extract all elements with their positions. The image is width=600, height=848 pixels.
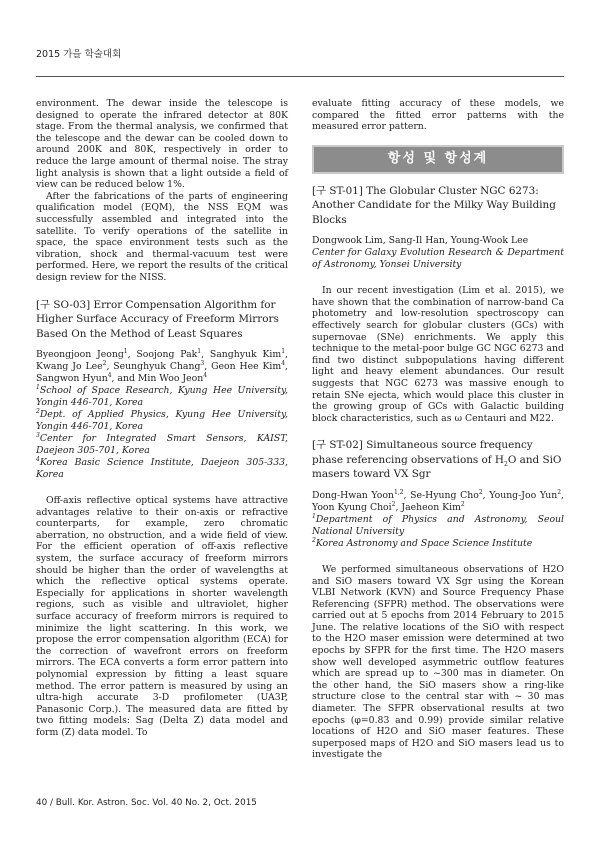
right-paragraph-1: evaluate fitting accuracy of these models, we compared the fitted error patterns with the measured error pattern. (312, 98, 564, 133)
running-header: 2015 가을 학술대회 (36, 49, 122, 60)
abstract-body-st02: We performed simultaneous observations of H2O and SiO masers toward VX Sgr using the Korean VLBI Network (KVN) and Source Frequency Phase Referencing (SFPR) method. The observations were carried out at 5 epochs from 2014 February to 2015 June. The relative locations of the SiO with respect to the H2O maser emission were determined at two epochs by SFPR for the first time. The H2O masers show well developed asymmetric outflow features which are spread up to ~300 mas in diameter. On the other hand, the SiO masers show a ring-like structure close to the central star with ~ 30 mas diameter. The SFPR observational results at two epochs (φ=0.83 and 0.99) provide similar relative locations of H2O and SiO maser features. These superposed maps of H2O and SiO masers lead us to investigate the (312, 563, 564, 761)
header-rule (36, 76, 564, 77)
abstract-authors-so03: Byeongjoon Jeong$^1$, Soojong Pak$^1$, Sanghyuk Kim$^1$, Kwang Jo Lee$^2$, Seunghyuk Chang$^3$, Geon Hee Kim$^4$, Sangwon Hyun$^4$, and Min Woo Jeon$^4$ (36, 347, 288, 384)
affiliation-1: $^1$School of Space Research, Kyung Hee University, Yongin 446-701, Korea (36, 383, 288, 408)
abstract-body-st01: In our recent investigation (Lim et al. 2015), we have shown that the combination of narrow-band Ca photometry and low-resolution spectroscopy can effectively search for globular clusters (GCs) with supernovae (SNe) enrichments. We apply this technique to the metal-poor bulge GC NGC 6273 and find two distinct subpopulations having different light and heavy element abundances. Our result suggests that NGC 6273 was massive enough to retain SNe ejecta, which would place this cluster in the growing group of GCs with Galactic building block characteristics, such as ω Centauri and M22. (312, 285, 564, 424)
abstract-title-so03: [구 SO-03] Error Compensation Algorithm for Higher Surface Accuracy of Freeform Mirrors Based On the Method of Least Squares (36, 298, 279, 340)
affiliation-2: $^2$Dept. of Applied Physics, Kyung Hee University, Yongin 446-701, Korea (36, 407, 288, 432)
left-paragraph-1: environment. The dewar inside the telescope is designed to operate the infrared detector at 80K stage. From the thermal analysis, we confirmed that the telescope and the dewar can be cooled down to around 200K and 80K, respectively in order to reduce the large amount of thermal noise. The stray light analysis is shown that a light outside a field of view can be reduced below 1%. (36, 98, 288, 191)
affiliation-3: $^3$Center for Integrated Smart Sensors, KAIST, Daejeon 305-701, Korea (36, 431, 288, 456)
abstract-title-st01: [구 ST-01] The Globular Cluster NGC 6273: Another Candidate for the Milky Way Building Blocks (312, 184, 556, 226)
section-banner: 항성 및 항성계 (312, 145, 564, 174)
affiliation-st02-1: $^1$Department of Physics and Astronomy, Seoul National University (312, 512, 564, 537)
abstract-body-so03: Off-axis reflective optical systems have attractive advantages relative to their on-axis or refractive counterparts, for example, zero chromatic aberration, no obstruction, and a wide field of view. For the efficient operation of off-axis reflective system, the surface accuracy of freeform mirrors should be higher than the order of wavelengths at which the reflective optical systems operate. Especially for applications in shorter wavelength regions, such as visible and ultraviolet, higher surface accuracy of freeform mirrors is required to minimize the light scattering. In this work, we propose the error compensation algorithm (ECA) for the correction of wavefront errors on freeform mirrors. The ECA converts a form error pattern into polynomial expression by fitting a least square method. The error pattern is measured by using an ultra-high accurate 3-D profilometer (UA3P, Panasonic Corp.). The measured data are fitted by two fitting models: Sag (Delta Z) data model and form (Z) data model. To (36, 495, 288, 738)
left-paragraph-2: After the fabrications of the parts of engineering qualification model (EQM), the NSS EQM was successfully assembled and integrated into the satellite. To verify operations of the satellite in space, the space environment tests such as the vibration, shock and thermal-vacuum test were performed. Here, we report the results of the critical design review for the NISS. (36, 190, 288, 283)
left-column (36, 98, 288, 738)
page-footer: 40 / Bull. Kor. Astron. Soc. Vol. 40 No. 2, Oct. 2015 (36, 798, 257, 808)
right-column (312, 98, 564, 761)
abstract-authors-st02: Dong-Hwan Yoon$^{1,2}$, Se-Hyung Cho$^2$, Young-Joo Yun$^2$, Yoon Kyung Choi$^2$, Jaeheon Kim$^2$ (312, 488, 564, 513)
affiliation-st02-2: $^2$Korea Astronomy and Space Science Institute (312, 536, 533, 549)
abstract-authors-st01: Dongwook Lim, Sang-Il Han, Young-Wook Lee (312, 235, 529, 247)
abstract-title-st02: [구 ST-02] Simultaneous source frequency phase referencing observations of $H_2O$ and SiO masers toward VX Sgr (312, 439, 562, 481)
affiliation-4: $^4$Korea Basic Science Institute, Daejeon 305-333, Korea (36, 455, 288, 480)
affiliation-st01: Center for Galaxy Evolution Research & Department of Astronomy, Yonsei University (312, 247, 564, 271)
